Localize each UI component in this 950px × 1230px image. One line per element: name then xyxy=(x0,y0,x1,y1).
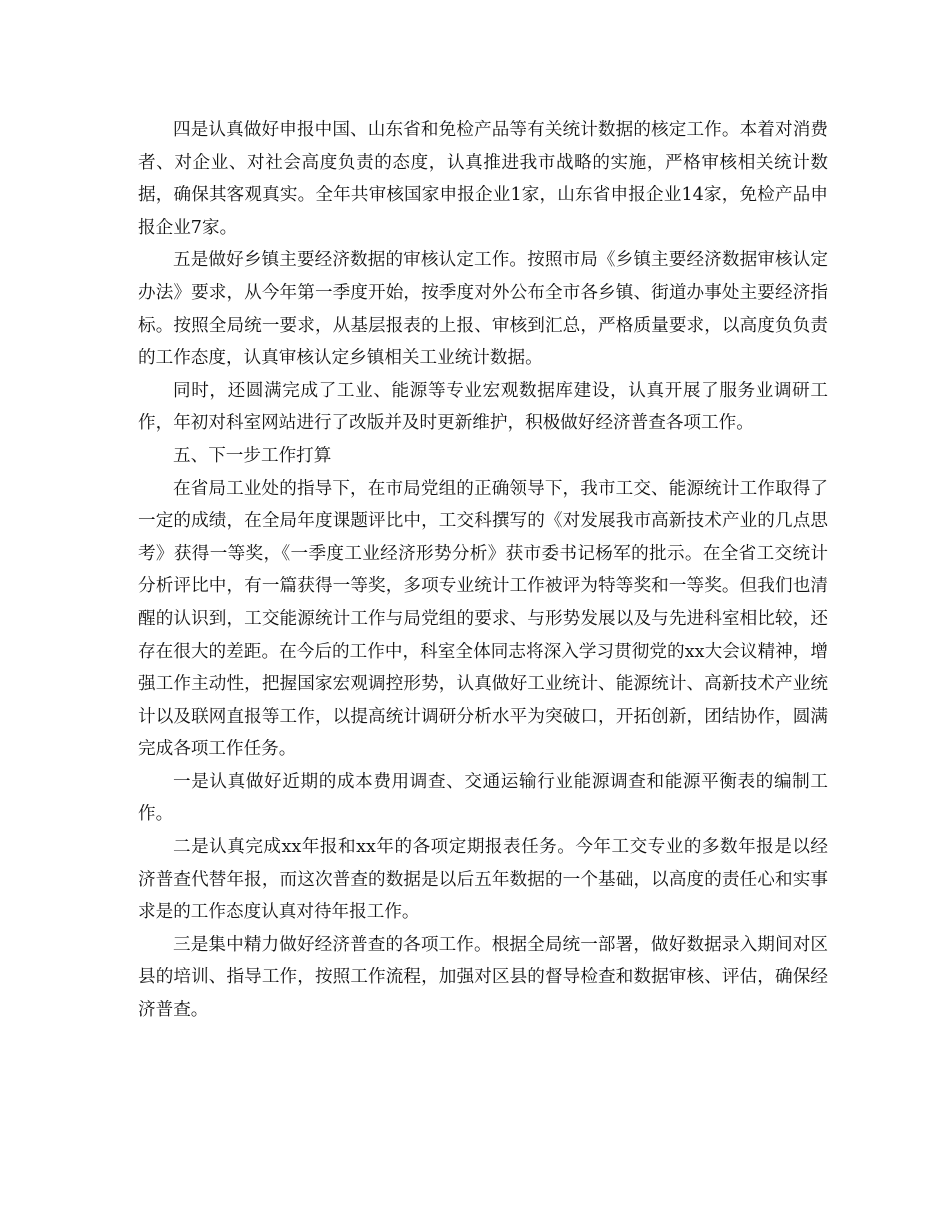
paragraph-achievements-summary: 在省局工业处的指导下，在市局党组的正确领导下，我市工交、能源统计工作取得了一定的成绩，在全局年度课题评比中，工交科撰写的《对发展我市高新技术产业的几点思考》获得一等奖，《一季度工业经济形势分析》获市委书记杨军的批示。在全省工交统计分析评比中，有一篇获得一等奖，多项专业统计工作被评为特等奖和一等奖。但我们也清醒的认识到，工交能源统计工作与局党组的要求、与形势发展以及与先进科室相比较，还存在很大的差距。在今后的工作中，科室全体同志将深入学习贯彻党的xx大会议精神，增强工作主动性，把握国家宏观调控形势，认真做好工业统计、能源统计、高新技术产业统计以及联网直报等工作，以提高统计调研分析水平为突破口，开拓创新，团结协作，圆满完成各项工作任务。 xyxy=(138,478,828,760)
paragraph-item-four-verification: 四是认真做好申报中国、山东省和免检产品等有关统计数据的核定工作。本着对消费者、对企业、对社会高度负责的态度，认真推进我市战略的实施，严格审核相关统计数据，确保其客观真实。全年共审核国家申报企业1家，山东省申报企业14家，免检产品申报企业7家。 xyxy=(138,120,828,238)
paragraph-item-five-township-data: 五是做好乡镇主要经济数据的审核认定工作。按照市局《乡镇主要经济数据审核认定办法》要求，从今年第一季度开始，按季度对外公布全市各乡镇、街道办事处主要经济指标。按照全局统一要求，从基层报表的上报、审核到汇总，严格质量要求，以高度负负责的工作态度，认真审核认定乡镇相关工业统计数据。 xyxy=(138,250,828,369)
section-heading-next-steps: 五、下一步工作打算 xyxy=(173,445,332,466)
paragraph-plan-two: 二是认真完成xx年报和xx年的各项定期报表任务。今年工交专业的多数年报是以经济普查代替年报，而这次普查的数据是以后五年数据的一个基础，以高度的责任心和实事求是的工作态度认真对待年报工作。 xyxy=(138,837,828,923)
document-body xyxy=(138,114,828,1027)
paragraph-plan-one: 一是认真做好近期的成本费用调查、交通运输行业能源调查和能源平衡表的编制工作。 xyxy=(138,771,828,825)
paragraph-plan-three: 三是集中精力做好经济普查的各项工作。根据全局统一部署，做好数据录入期间对区县的培训、指导工作，按照工作流程，加强对区县的督导检查和数据审核、评估，确保经济普查。 xyxy=(138,934,828,1021)
paragraph-other-achievements: 同时，还圆满完成了工业、能源等专业宏观数据库建设，认真开展了服务业调研工作，年初对科室网站进行了改版并及时更新维护，积极做好经济普查各项工作。 xyxy=(138,380,828,434)
